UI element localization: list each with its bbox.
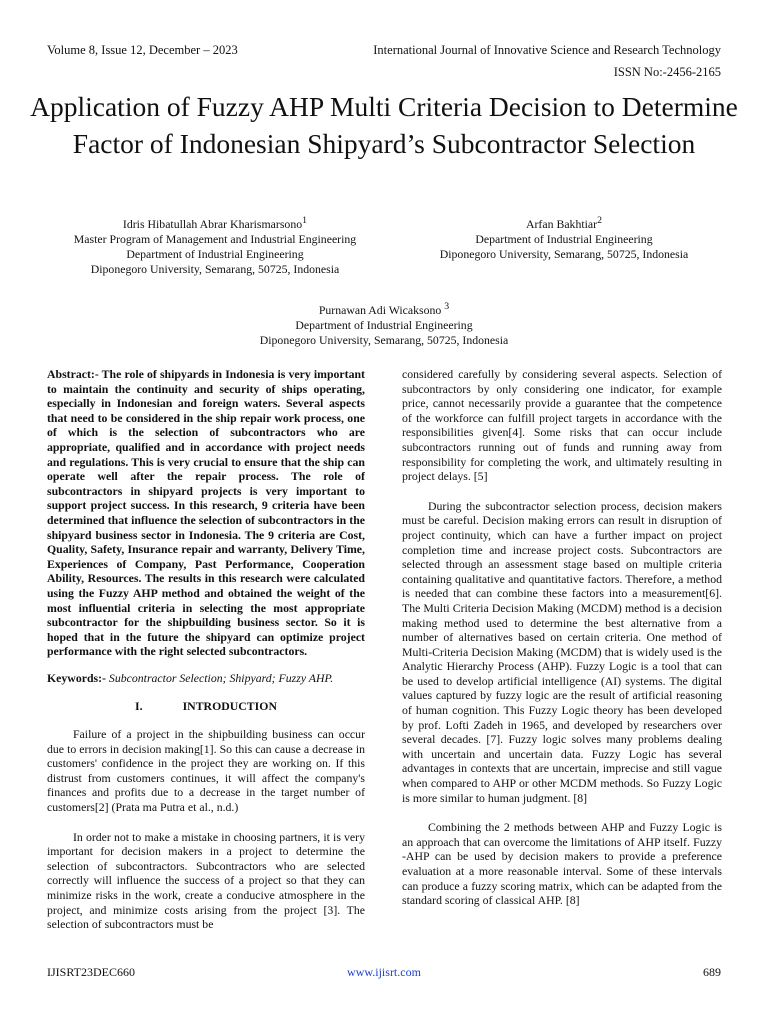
author-name: Arfan Bakhtiar$^2$ [525, 215, 602, 231]
header-volume: Volume 8, Issue 12, December – 2023 [47, 43, 238, 57]
section-heading-introduction: I. INTRODUCTION [135, 699, 277, 714]
author-affiliation: Department of Industrial Engineering [126, 246, 304, 261]
author-block-2 [405, 213, 723, 262]
footer-code: IJISRT23DEC660 [47, 965, 135, 979]
author-affiliation: Diponegoro University, Semarang, 50725, Indonesia [259, 332, 509, 347]
author-name: Idris Hibatullah Abrar Kharismarsono$^1$ [122, 215, 308, 231]
author-affiliation: Master Program of Management and Industrial Engineering [73, 231, 357, 246]
page-number: 689 [703, 965, 721, 979]
author-affiliation: Diponegoro University, Semarang, 50725, Indonesia [439, 246, 689, 261]
paragraph: In order not to make a mistake in choosing partners, it is very important for decision makers in a project to determine the selection of subcontractors. Subcontractors who are selected correctly will influence the success of a project so that they can minimize risks in the work, create a conducive atmosphere in the project, and minimize costs arising from the project [3]. The selection of subcontractors must be [47, 829, 365, 932]
paragraph: Failure of a project in the shipbuilding business can occur due to errors in decision making[1]. So this can cause a decrease in customers' confidence in the project they are working on. If this distrust from customers continues, it will affect the company's finances and profits due to a decrease in the target number of customers[2] (Prata ma Putra et al., n.d.) [47, 727, 365, 815]
author-name: Purnawan Adi Wicaksono $^3$ [318, 301, 450, 317]
right-column [402, 367, 722, 908]
header-issn: ISSN No:-2456-2165 [613, 65, 721, 79]
paper-title: Application of Fuzzy AHP Multi Criteria Decision to Determine Factor of Indonesian Shipyard’s Subcontractor Selection [30, 91, 738, 159]
author-affiliation: Department of Industrial Engineering [295, 317, 473, 332]
paragraph: considered carefully by considering several aspects. Selection of subcontractors by only considering one indicator, for example price, cannot necessarily provide a guarantee that the competence of the workforce can fulfill project targets in accordance with the responsibilities given[4]. Some risks that can occur include subcontractors running out of funds and running away from responsibility for completing the work, and ultimately resulting in project delays. [5] [402, 367, 722, 484]
author-affiliation: Diponegoro University, Semarang, 50725, Indonesia [90, 261, 340, 276]
header-journal: International Journal of Innovative Science and Research Technology [373, 43, 721, 57]
footer-url[interactable]: www.ijisrt.com [347, 965, 421, 979]
abstract: Abstract:- The role of shipyards in Indonesia is very important to maintain the continuity and security of ships operating, especially in Indonesian and foreign waters. Several aspects that need to be considered in the ship repair work process, one of which is the selection of subcontractors who are appropriate, qualified and in accordance with project needs and regulations. This is very crucial to ensure that the ship can operate well after the repair process. The role of subcontractors in shipyard projects is very important to support project success. In this research, 9 criteria have been determined that influence the selection of subcontractors in the shipyard business sector in Indonesia. The 9 criteria are Cost, Quality, Safety, Insurance repair and warranty, Delivery Time, Experiences of Company, Past Performance, Cooperation Ability, Resources. The results in this research were calculated using the Fuzzy AHP method and obtained the weight of the most influential criteria in selecting the most appropriate subcontractor for the shipbuilding business sector. So it is hoped that in the future the shipyard can optimize project performance with the right selected subcontractors. [47, 367, 365, 659]
paragraph: Combining the 2 methods between AHP and Fuzzy Logic is an approach that can overcome the limitations of AHP itself. Fuzzy -AHP can be used by decision makers to provide a preference evaluation at a more reasonable interval. Some of these intervals can produce a fuzzy scoring matrix, which can be adapted from the standard scoring of classical AHP. [8] [402, 820, 722, 908]
author-block-3 [184, 299, 584, 348]
left-column [47, 367, 365, 932]
author-affiliation: Department of Industrial Engineering [475, 231, 653, 246]
paragraph: During the subcontractor selection process, decision makers must be careful. Decision making errors can result in disruption of project continuity, which can have a further impact on project completion time and increase project costs. Subcontractors are selected through an assessment stage based on multiple criteria containing qualitative and quantitative factors. Therefore, a method is needed that can combine these factors into a measurement[6]. The Multi Criteria Decision Making (MCDM) method is a decision making method used to determine the best alternative from a number of alternatives based on certain criteria. One method of Multi-Criteria Decision Making (MCDM) that is widely used is the Analytic Hierarchy Process (AHP). Fuzzy Logic is a tool that can be used to develop artificial intelligence (AI) systems. The digital values captured by fuzzy logic are the result of artificial reasoning of human cognition. This Fuzzy Logic theory has been developed by prof. Lofti Zadeh in 1965, and developed by researchers over several decades. [7]. Fuzzy logic solves many problems dealing with uncertain and uncertain data. Fuzzy Logic has several advantages in contexts that are uncertain, imprecise and still vague when compared to AHP or other MCDM methods. So Fuzzy Logic is more similar to human judgment. [8] [402, 498, 722, 805]
keywords: Keywords:- Subcontractor Selection; Shipyard; Fuzzy AHP. [47, 670, 334, 685]
author-block-1 [30, 213, 400, 277]
